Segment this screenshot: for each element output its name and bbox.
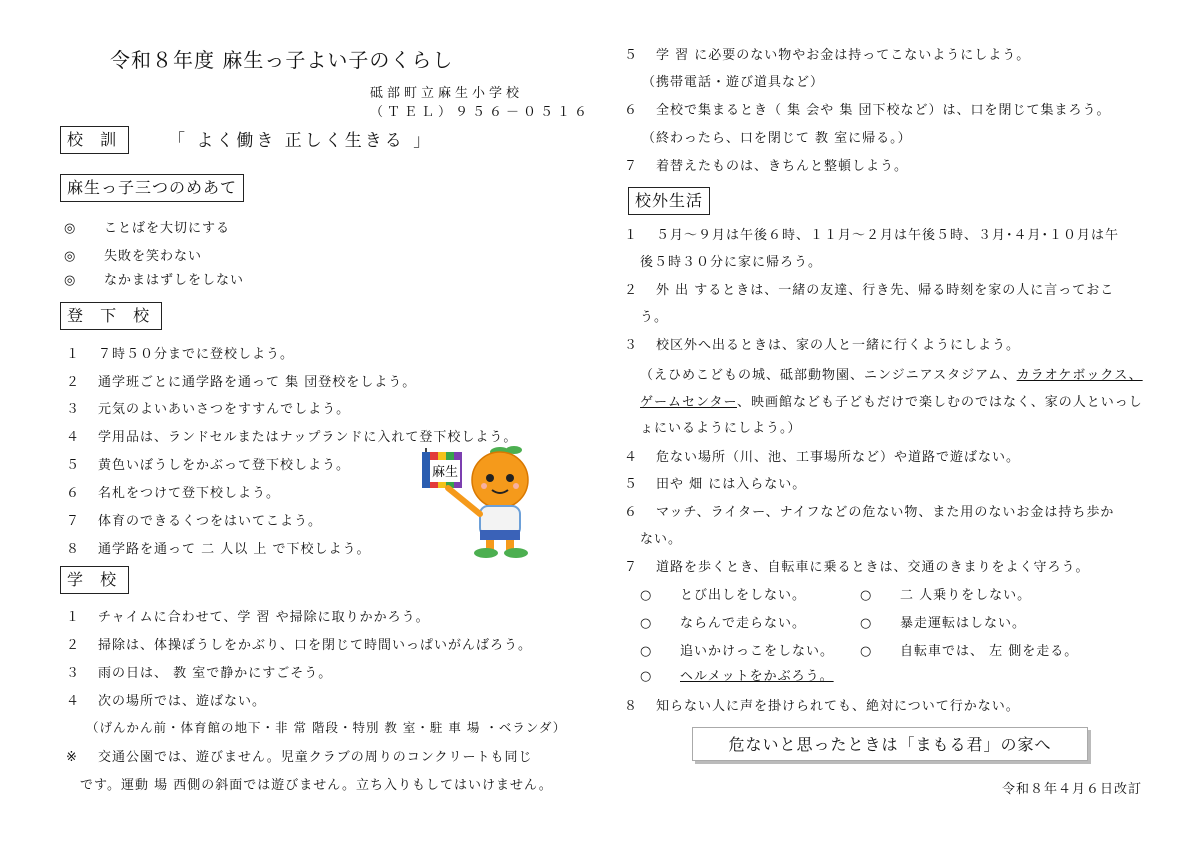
goals-label: 麻生っ子三つのめあて (60, 174, 244, 202)
goal-item: ◎ ことばを大切にする (64, 221, 231, 236)
goal-item: ◎ 失敗を笑わない (64, 249, 203, 264)
outside-item: ８ 知らない人に声を掛けられても、絶対について行かない。 (624, 699, 1020, 714)
school-rule-item: ７ 着替えたものは、きちんと整頓しよう。 (624, 159, 909, 174)
school-rule-item: ５ 学 習 に必要のない物やお金は持ってこないようにしよう。 (624, 48, 1031, 63)
outside-item-sub: ゲームセンター、映画館なども子どもだけで楽しむのではなく、家の人といっし (640, 395, 1143, 410)
commute-item: ２ 通学班ごとに通学路を通って 集 団登校をしよう。 (66, 375, 417, 390)
school-rules-label: 学 校 (60, 566, 129, 594)
commute-item: ８ 通学路を通って 二 人以 上 で下校しよう。 (66, 542, 371, 557)
outside-item-sub: ょにいるようにしよう。） (640, 421, 802, 436)
school-rule-item: ６ 全校で集まるとき（ 集 会や 集 団下校など）は、口を閉じて集まろう。 (624, 103, 1111, 118)
traffic-park-note: ※ 交通公園では、遊びません。児童クラブの周りのコンクリートも同じ (66, 750, 533, 765)
outside-item-cont: ない。 (640, 532, 683, 547)
school-rule-sub: （終わったら、口を閉じて 教 室に帰る。） (642, 131, 912, 146)
outside-label: 校外生活 (628, 187, 710, 215)
traffic-rule: ○ ヘルメットをかぶろう。 (640, 669, 834, 684)
school-phone: （ＴＥＬ）９５６－０５１６ (370, 105, 592, 120)
school-rule-item: １ チャイムに合わせて、学 習 や掃除に取りかかろう。 (66, 610, 430, 625)
commute-label: 登 下 校 (60, 302, 162, 330)
revision-date: 令和８年４月６日改訂 (1002, 782, 1143, 797)
outside-item: ２ 外 出 するときは、一緒の友達、行き先、帰る時刻を家の人に言っておこ (624, 283, 1115, 298)
outside-item: ３ 校区外へ出るときは、家の人と一緒に行くようにしよう。 (624, 338, 1021, 353)
motto-label: 校 訓 (60, 126, 129, 154)
traffic-park-note-cont: です。運動 場 西側の斜面では遊びません。立ち入りもしてはいけません。 (80, 778, 553, 793)
restricted-places: （げんかん前・体育館の地下・非 常 階段・特別 教 室・駐 車 場 ・ベランダ） (86, 720, 567, 735)
outside-item: ４ 危ない場所（川、池、工事場所など）や道路で遊ばない。 (624, 450, 1021, 465)
commute-item: ５ 黄色いぼうしをかぶって登下校しよう。 (66, 458, 351, 473)
outside-item: ７ 道路を歩くとき、自転車に乗るときは、交通のきまりをよく守ろう。 (624, 560, 1090, 575)
outside-item-cont: う。 (640, 310, 669, 325)
traffic-rule: ○ ならんで走らない。 (640, 616, 807, 631)
outside-item: １ ５月～９月は午後６時、１１月～２月は午後５時、３月･４月･１０月は午 (624, 228, 1120, 243)
commute-item: １ ７時５０分までに登校しよう。 (66, 347, 295, 362)
outside-item: ５ 田や 畑 には入らない。 (624, 477, 807, 492)
traffic-rule: ○ 二 人乗りをしない。 (860, 588, 1032, 603)
motto-text: 「 よく働き 正しく生きる 」 (168, 131, 434, 151)
school-rule-item: ２ 掃除は、体操ぼうしをかぶり、口を閉じて時間いっぱいがんばろう。 (66, 638, 533, 653)
safety-banner: 危ないと思ったときは「まもる君」の家へ (692, 727, 1088, 761)
traffic-rule: ○ 自転車では、 左 側を走る。 (860, 644, 1079, 659)
flag-label: 麻生 (431, 465, 459, 480)
traffic-rule: ○ 暴走運転はしない。 (860, 616, 1027, 631)
goal-item: ◎ なかまはずしをしない (64, 273, 245, 288)
school-name: 砥部町立麻生小学校 (370, 86, 524, 101)
commute-item: ６ 名札をつけて登下校しよう。 (66, 486, 281, 501)
outside-item: ６ マッチ、ライター、ナイフなどの危ない物、また用のないお金は持ち歩か (624, 505, 1115, 520)
outside-item-sub: （えひめこどもの城、砥部動物園、ニンジニアスタジアム、カラオケボックス、 (640, 368, 1143, 383)
school-rule-item: ３ 雨の日は、 教 室で静かにすごそう。 (66, 666, 333, 681)
traffic-rule: ○ 追いかけっこをしない。 (640, 644, 835, 659)
page-title: 令和８年度 麻生っ子よい子のくらし (110, 48, 454, 72)
commute-item: ４ 学用品は、ランドセルまたはナップランドに入れて登下校しよう。 (66, 430, 518, 445)
school-rule-item: ４ 次の場所では、遊ばない。 (66, 694, 267, 709)
commute-item: ７ 体育のできるくつをはいてこよう。 (66, 514, 323, 529)
outside-item-cont: 後５時３０分に家に帰ろう。 (640, 255, 823, 270)
school-rule-sub: （携帯電話・遊び道具など） (642, 75, 825, 90)
commute-item: ３ 元気のよいあいさつをすすんでしよう。 (66, 402, 351, 417)
mascot-illustration (418, 440, 553, 564)
traffic-rule: ○ とび出しをしない。 (640, 588, 807, 603)
